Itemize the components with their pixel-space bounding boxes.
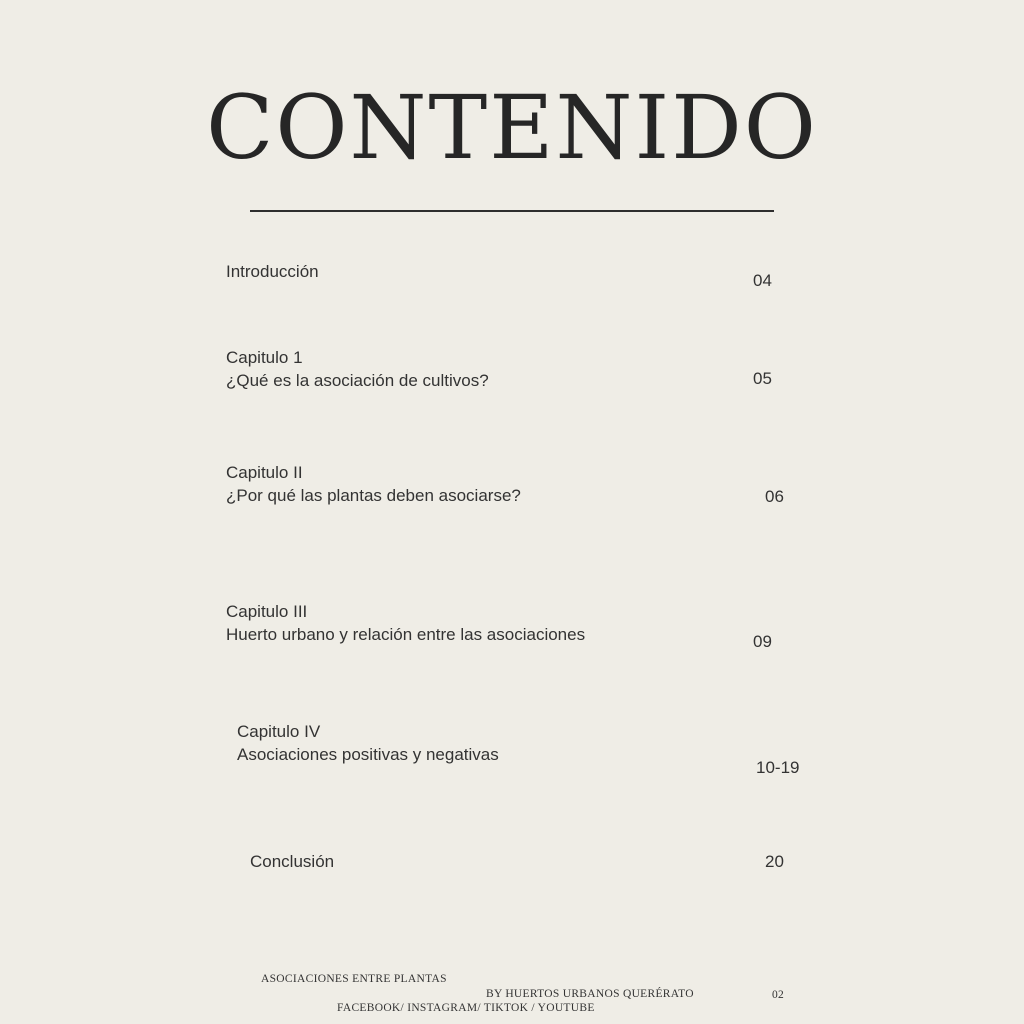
toc-page-number: 20	[765, 852, 784, 871]
toc-entry-capitulo-2	[226, 461, 521, 507]
toc-page-number: 09	[753, 632, 772, 651]
toc-entry-chapter-label: Capitulo III	[226, 602, 308, 621]
toc-entry-chapter-label: Capitulo 1	[226, 348, 303, 367]
footer-author: BY HUERTOS URBANOS QUERÉRATO	[486, 988, 694, 1000]
toc-entry-title: ¿Qué es la asociación de cultivos?	[226, 371, 489, 390]
toc-page-number: 06	[765, 487, 784, 506]
footer-page-number: 02	[772, 989, 785, 1001]
toc-entry-capitulo-1	[226, 346, 489, 392]
toc-entry-introduccion	[226, 260, 319, 283]
toc-entry-title: Conclusión	[250, 852, 335, 871]
toc-entry-capitulo-4	[237, 720, 499, 766]
toc-entry-chapter-label: Capitulo IV	[237, 722, 321, 741]
title-divider	[250, 210, 774, 212]
toc-entry-chapter-label: Capitulo II	[226, 463, 303, 482]
toc-entry-conclusion	[250, 850, 334, 873]
toc-entry-title: ¿Por qué las plantas deben asociarse?	[226, 486, 521, 505]
toc-page-number: 05	[753, 369, 772, 388]
toc-entry-capitulo-3	[226, 600, 585, 646]
footer-book-title: ASOCIACIONES ENTRE PLANTAS	[261, 973, 447, 985]
page-title: CONTENIDO	[206, 76, 818, 179]
footer-social-links: FACEBOOK/ INSTAGRAM/ TIKTOK / YOUTUBE	[337, 1002, 595, 1014]
toc-entry-title: Asociaciones positivas y negativas	[237, 745, 499, 764]
toc-entry-title: Huerto urbano y relación entre las asociaciones	[226, 625, 586, 644]
toc-entry-title: Introducción	[226, 262, 319, 281]
toc-page-number: 04	[753, 271, 772, 290]
toc-page-number: 10-19	[756, 758, 800, 777]
